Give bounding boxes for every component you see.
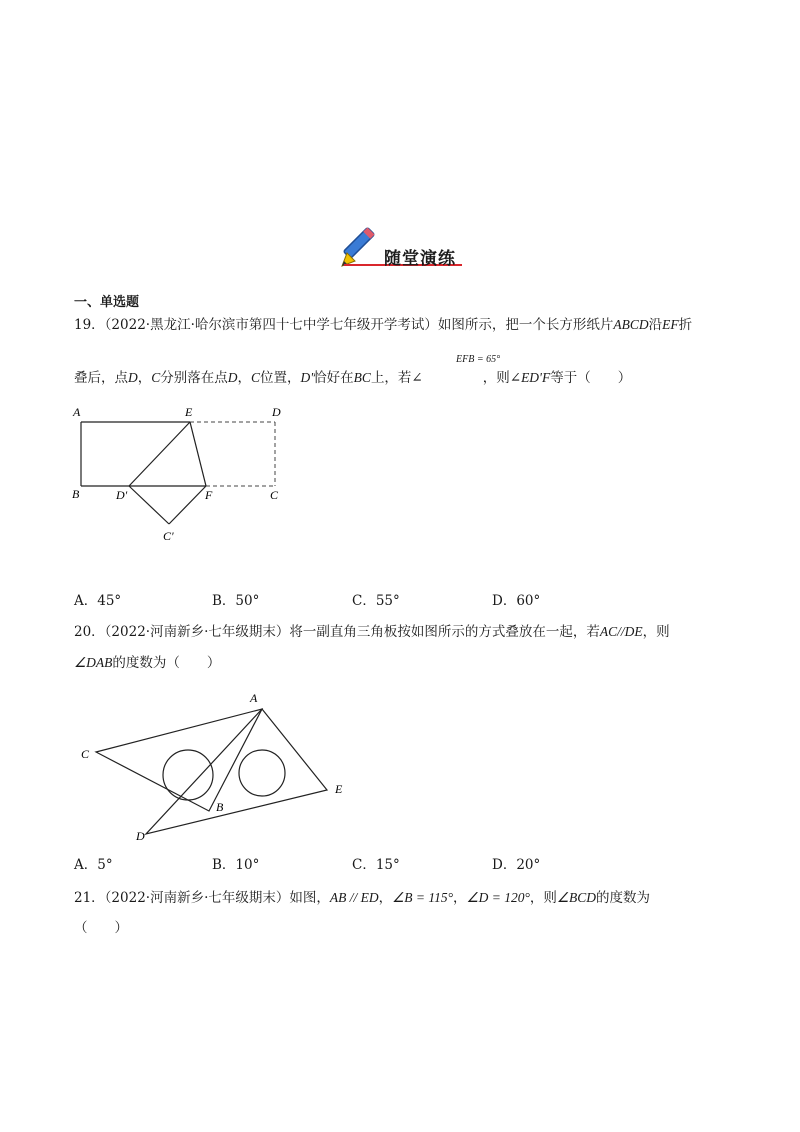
q20-text: 20．（2022·河南新乡·七年级期末）将一副直角三角板按如图所示的方式叠放在一起，若 (74, 624, 600, 640)
label-a: A (73, 405, 81, 419)
section-label: 一、单选题 (74, 295, 140, 310)
edge-ed-prime (129, 422, 190, 486)
q19-line2 (74, 366, 631, 386)
label-d: D (136, 829, 145, 843)
q20-option-a[interactable]: A．5° (74, 857, 113, 873)
q19-figure (66, 400, 296, 550)
q21-line1 (74, 886, 650, 906)
q21-t-a: 21．（2022·河南新乡·七年级期末）如图， (74, 890, 330, 906)
q20-option-d[interactable]: D．20° (492, 857, 541, 873)
q21-t-e: ， (452, 890, 467, 906)
label-b: B (72, 487, 80, 501)
label-e: E (335, 782, 343, 796)
q20-line2 (74, 651, 220, 671)
q20-var-dab: ∠DAB (74, 655, 113, 670)
pencil-icon (338, 222, 386, 270)
q19-option-d[interactable]: D．60° (492, 593, 541, 609)
label-d-prime: D' (116, 488, 128, 502)
q21-t-h: ∠BCD (556, 890, 596, 905)
q19-t-m: 上，若∠ (370, 370, 423, 386)
q19-t-i: 位置， (260, 370, 301, 386)
label-f: F (205, 488, 213, 502)
label-c: C (270, 488, 279, 502)
q21-t-b: AB // ED (329, 890, 379, 905)
q20-line1 (74, 620, 670, 640)
q19-t-p: 等于（ ） (550, 370, 632, 386)
q19-t-d: C (151, 370, 161, 385)
q19-var-ef: EF (662, 317, 679, 332)
q19-t-c: ， (137, 370, 152, 386)
label-a: A (250, 691, 258, 705)
q19-t-b: D (128, 370, 138, 385)
q19-option-b[interactable]: B．50° (212, 593, 260, 609)
q19-t-n: ，则∠ (482, 370, 522, 386)
q19-option-c[interactable]: C．55° (352, 593, 400, 609)
q19-line1 (74, 313, 692, 333)
q21-t-c: ， (378, 890, 393, 906)
q19-t-h: C (251, 370, 261, 385)
q19-t-e: 分别落在点 (160, 370, 228, 386)
edge-ef (190, 422, 206, 486)
q19-t-f: D (227, 370, 238, 385)
label-e: E (185, 405, 193, 419)
q20-option-b[interactable]: B．10° (212, 857, 260, 873)
triangle-ade (146, 709, 327, 834)
q21-t-d: ∠B = 115° (392, 890, 453, 905)
q19-t-j: D' (300, 370, 314, 385)
q19-t-a: 叠后，点 (74, 370, 128, 386)
label-b: B (216, 800, 224, 814)
label-c: C (81, 747, 90, 761)
section-title (338, 222, 468, 270)
edge-dprime-cprime (129, 486, 169, 524)
page-title: 随堂演练 (384, 249, 456, 269)
q19-text-end: 折 (678, 317, 693, 333)
q19-t-o: ED'F (521, 370, 551, 385)
q19-var-abcd: ABCD (613, 317, 649, 332)
q19-text-mid: 沿 (648, 317, 663, 333)
q19-text: 19．（2022·黑龙江·哈尔滨市第四十七中学七年级开学考试）如图所示，把一个长方形纸片 (74, 317, 614, 333)
circle-left (163, 750, 213, 800)
circle-right (239, 750, 285, 796)
q19-t-g: ， (237, 370, 252, 386)
q20-figure (76, 680, 356, 845)
q19-t-l: BC (353, 370, 371, 385)
q21-t-f: ∠D = 120° (466, 890, 530, 905)
q19-option-a[interactable]: A．45° (74, 593, 122, 609)
label-c-prime: C' (163, 529, 174, 543)
q21-t-i: 的度数为 (595, 890, 650, 906)
q20-text-end: ，则 (642, 624, 670, 640)
q21-line2: （ ） (74, 920, 128, 936)
triangle-acb (96, 709, 262, 811)
q19-equation: EFB = 65° (456, 354, 501, 365)
q20-text-end2: 的度数为（ ） (112, 655, 221, 671)
q20-var-ac-de: AC//DE (599, 624, 643, 639)
q19-t-k: 恰好在 (313, 370, 354, 386)
q20-option-c[interactable]: C．15° (352, 857, 400, 873)
label-d: D (272, 405, 281, 419)
q21-t-g: ，则 (529, 890, 557, 906)
edge-f-cprime (169, 486, 206, 524)
